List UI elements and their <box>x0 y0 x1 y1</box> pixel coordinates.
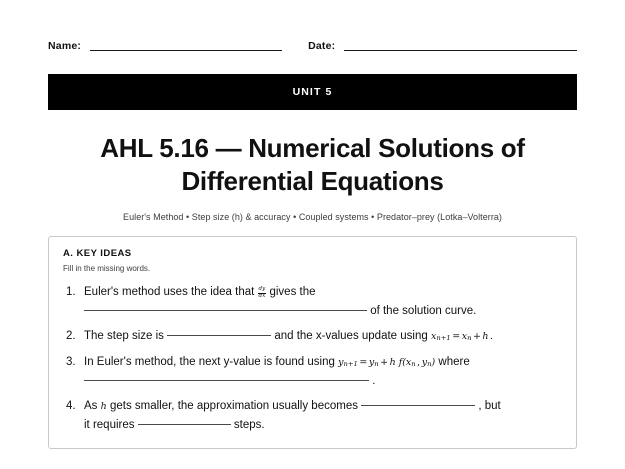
page-title <box>62 132 563 198</box>
list-item <box>63 327 562 346</box>
item-1-line-2 <box>84 302 562 321</box>
item-1-blank[interactable] <box>84 310 367 311</box>
item-4-text-a: As <box>84 400 98 413</box>
item-4-blank-1[interactable] <box>361 405 475 406</box>
list-item <box>63 353 562 390</box>
item-2-formula: $x_{n+1} = x_n + h$ . <box>430 331 494 343</box>
key-ideas-title: A. KEY IDEAS <box>63 248 132 260</box>
item-2-blank[interactable] <box>167 335 271 336</box>
item-4-text-b: gets smaller, the approximation usually becomes <box>109 400 358 413</box>
page-title-line-2: Differential Equations <box>181 166 444 197</box>
item-4-text-e: steps. <box>233 418 265 431</box>
item-3-text-c: . <box>372 374 376 387</box>
key-ideas-card <box>48 236 577 449</box>
derivative-fraction-icon <box>258 287 267 300</box>
item-4-text-d: it requires <box>84 418 135 431</box>
fraction-numerator: dy <box>258 286 266 293</box>
date-label: Date: <box>308 40 336 52</box>
unit-banner <box>48 74 577 110</box>
item-3-line-2 <box>84 372 562 391</box>
item-1-text-c: of the solution curve. <box>370 304 477 317</box>
name-date-row <box>48 40 577 53</box>
item-3-blank[interactable] <box>84 380 369 381</box>
name-write-line[interactable] <box>90 50 282 51</box>
fraction-denominator: dx <box>258 293 266 300</box>
page-subtitle: Euler's Method • Step size (h) & accuracy • Coupled systems • Predator–prey (Lotka–Volterra) <box>123 212 502 223</box>
item-2-text-a: The step size is <box>84 330 164 343</box>
item-1-text-a: Euler's method uses the idea that <box>84 286 255 299</box>
item-4-variable: h <box>100 401 107 413</box>
name-field[interactable] <box>48 40 282 53</box>
key-ideas-list <box>63 283 562 434</box>
item-4-text-c: , but <box>478 400 501 413</box>
list-item <box>63 283 562 320</box>
item-1-text-b: gives the <box>269 286 316 299</box>
item-3-formula: $y_{n+1} = y_n + h$ $f(x_n$ , $y_n$) <box>338 356 436 369</box>
item-3-text-b: where <box>438 355 470 368</box>
name-label: Name: <box>48 40 82 52</box>
item-2-text-b: and the x-values update using <box>274 330 428 343</box>
unit-banner-label: UNIT 5 <box>292 86 333 98</box>
date-field[interactable] <box>308 40 577 53</box>
item-4-blank-2[interactable] <box>138 424 231 425</box>
list-item <box>63 397 562 434</box>
item-4-line-2 <box>84 416 562 435</box>
key-ideas-instruction: Fill in the missing words. <box>63 264 151 274</box>
page-title-line-1: AHL 5.16 — Numerical Solutions of <box>100 133 525 163</box>
item-3-text-a: In Euler's method, the next y-value is found using <box>84 355 335 368</box>
date-write-line[interactable] <box>344 50 577 51</box>
